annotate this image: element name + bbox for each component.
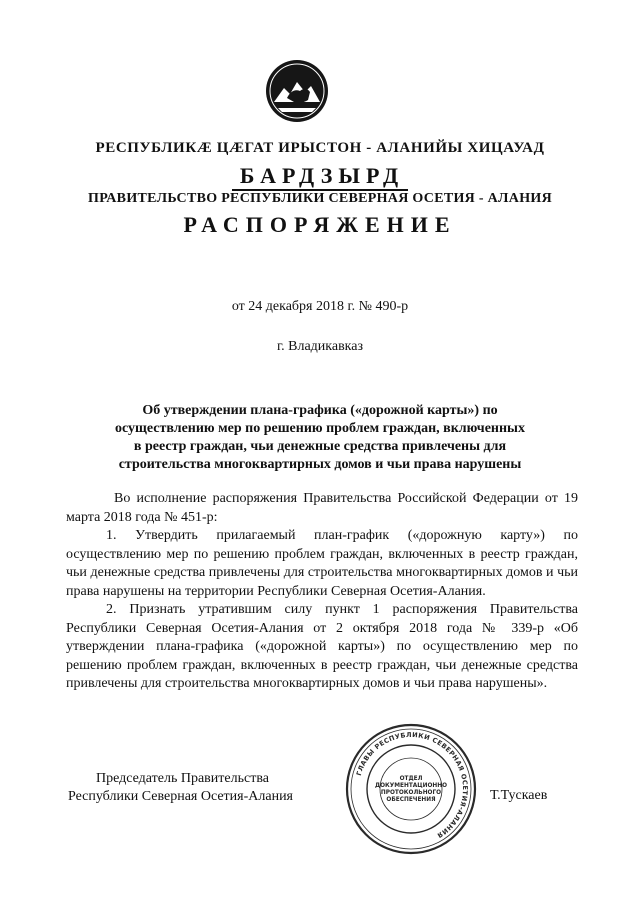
document-title (100, 402, 540, 474)
stamp-center-line: ПРОТОКОЛЬНОГО (380, 790, 442, 796)
document-type-heading: РАСПОРЯЖЕНИЕ (183, 212, 457, 237)
body-item-1: 1. Утвердить прилагаемый план-график («дорожную карту») по осуществлению мер по решению проблем граждан, включенных в реестр граждан, чьи денежные средства привлечены для строительства многоквартирных домов и чьи права нарушены на территории Республики Северная Осетия-Алания. (66, 528, 578, 599)
body-intro: Во исполнение распоряжения Правительства Российской Федерации от 19 марта 2018 года № 451-р: (66, 491, 578, 525)
title-line: строительства многоквартирных домов и чьи права нарушены (118, 457, 522, 472)
title-line: осуществлению мер по решению проблем граждан, включенных (115, 421, 525, 436)
document-body (66, 490, 578, 694)
signatory-position-line2: Республики Северная Осетия-Алания (68, 789, 293, 804)
stamp-center-line: ДОКУМЕНТАЦИОННО (374, 783, 448, 789)
header-bardzyrd-text: БАРДЗЫРД (232, 163, 408, 191)
signatory-name: Т.Тускаев (490, 788, 548, 803)
title-line: Об утверждении плана-графика («дорожной карты») по (142, 403, 498, 418)
header-line-government: ПРАВИТЕЛЬСТВО РЕСПУБЛИКИ СЕВЕРНАЯ ОСЕТИЯ - АЛАНИЯ (88, 191, 552, 206)
header-line-ossetian: РЕСПУБЛИКÆ ЦÆГАТ ИРЫСТОН - АЛАНИЙЫ ХИЦАУАД (95, 140, 545, 156)
document-city: г. Владикавказ (276, 339, 364, 354)
stamp-outer-text: ГЛАВЫ РЕСПУБЛИКИ СЕВЕРНАЯ ОСЕТИЯ-АЛАНИЯ (354, 730, 470, 840)
title-line: в реестр граждан, чьи денежные средства привлечены для (133, 439, 507, 454)
official-stamp (344, 722, 478, 856)
stamp-center-line: ОБЕСПЕЧЕНИЯ (386, 797, 436, 803)
header-line-bardzyrd (0, 163, 640, 189)
signatory-position-line1: Председатель Правительства (96, 771, 269, 786)
stamp-center-line: ОТДЕЛ (399, 776, 423, 782)
body-item-2: 2. Признать утратившим силу пункт 1 распоряжения Правительства Республики Северная Осетия-Алания от 2 октября 2018 года № 339-р «Об утверждении плана-графика («дорожной карты») по осуществлению мер по решению проблем граждан, включенных в реестр граждан, чьи денежные средства привлечены для строительства многоквартирных домов и чьи права нарушены». (66, 602, 578, 691)
coat-of-arms-emblem (264, 58, 330, 124)
signatory-position (68, 770, 293, 806)
document-date-number: от 24 декабря 2018 г. № 490-р (231, 299, 409, 314)
